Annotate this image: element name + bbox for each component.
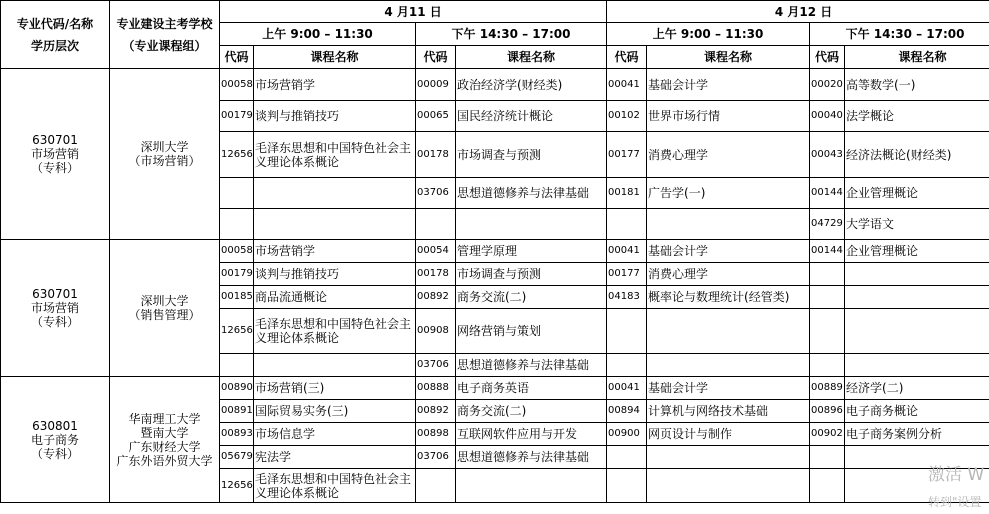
header-course: 课程名称 xyxy=(845,46,989,69)
course-name: 世界市场行情 xyxy=(647,101,810,132)
course-name: 市场营销学 xyxy=(254,240,416,263)
course-code xyxy=(607,469,647,503)
course-code: 00892 xyxy=(416,400,456,423)
course-code: 00896 xyxy=(810,400,845,423)
course-code: 00009 xyxy=(416,69,456,101)
course-code: 00041 xyxy=(607,240,647,263)
major-cell: 630701 市场营销 （专科） xyxy=(1,69,110,240)
course-name: 基础会计学 xyxy=(647,240,810,263)
course-code: 00177 xyxy=(607,132,647,178)
course-code: 03706 xyxy=(416,446,456,469)
course-name: 政治经济学(财经类) xyxy=(456,69,607,101)
course-name: 毛泽东思想和中国特色社会主义理论体系概论 xyxy=(254,132,416,178)
course-code: 00892 xyxy=(416,286,456,309)
course-code: 00144 xyxy=(810,178,845,209)
header-session-2: 下午 14:30 – 17:00 xyxy=(416,23,607,46)
course-code: 05679 xyxy=(220,446,254,469)
course-code xyxy=(607,209,647,240)
course-code: 00102 xyxy=(607,101,647,132)
course-name: 电子商务英语 xyxy=(456,377,607,400)
course-code: 00890 xyxy=(220,377,254,400)
school-cell: 深圳大学 （市场营销） xyxy=(110,69,220,240)
course-code: 00178 xyxy=(416,263,456,286)
course-code: 00889 xyxy=(810,377,845,400)
course-code xyxy=(416,469,456,503)
course-name: 电子商务概论 xyxy=(845,400,989,423)
course-name: 市场营销(三) xyxy=(254,377,416,400)
course-name: 谈判与推销技巧 xyxy=(254,101,416,132)
course-code: 00898 xyxy=(416,423,456,446)
course-code: 00020 xyxy=(810,69,845,101)
course-code xyxy=(810,309,845,354)
course-code: 12656 xyxy=(220,132,254,178)
course-code: 00178 xyxy=(416,132,456,178)
course-name: 市场信息学 xyxy=(254,423,416,446)
course-name: 国际贸易实务(三) xyxy=(254,400,416,423)
school-cell: 深圳大学 （销售管理） xyxy=(110,240,220,377)
course-name: 市场调查与预测 xyxy=(456,263,607,286)
header-code: 代码 xyxy=(220,46,254,69)
course-code: 00144 xyxy=(810,240,845,263)
course-name: 广告学(一) xyxy=(647,178,810,209)
course-name: 经济学(二) xyxy=(845,377,989,400)
major-cell: 630701 市场营销 （专科） xyxy=(1,240,110,377)
course-code: 03706 xyxy=(416,178,456,209)
course-name: 基础会计学 xyxy=(647,377,810,400)
course-name: 商务交流(二) xyxy=(456,400,607,423)
course-name: 毛泽东思想和中国特色社会主义理论体系概论 xyxy=(254,469,416,503)
course-name: 国民经济统计概论 xyxy=(456,101,607,132)
course-name xyxy=(845,309,989,354)
course-name: 管理学原理 xyxy=(456,240,607,263)
course-code: 00908 xyxy=(416,309,456,354)
course-code: 00181 xyxy=(607,178,647,209)
watermark-activate: 激活 W xyxy=(928,465,985,485)
course-name: 思想道德修养与法律基础 xyxy=(456,354,607,377)
course-code: 00065 xyxy=(416,101,456,132)
header-session-4: 下午 14:30 – 17:00 xyxy=(810,23,989,46)
course-code: 00043 xyxy=(810,132,845,178)
course-code: 00894 xyxy=(607,400,647,423)
course-name xyxy=(647,209,810,240)
course-code: 00893 xyxy=(220,423,254,446)
course-name: 消费心理学 xyxy=(647,263,810,286)
course-name: 概率论与数理统计(经管类) xyxy=(647,286,810,309)
course-name: 企业管理概论 xyxy=(845,240,989,263)
course-code: 03706 xyxy=(416,354,456,377)
course-name xyxy=(647,309,810,354)
course-code: 00058 xyxy=(220,240,254,263)
course-code: 00185 xyxy=(220,286,254,309)
course-code: 00041 xyxy=(607,377,647,400)
course-name: 网页设计与制作 xyxy=(647,423,810,446)
course-name xyxy=(845,263,989,286)
course-code xyxy=(810,286,845,309)
course-code: 00041 xyxy=(607,69,647,101)
course-code xyxy=(810,446,845,469)
table-row xyxy=(1,240,989,263)
course-name: 谈判与推销技巧 xyxy=(254,263,416,286)
course-code xyxy=(607,309,647,354)
course-name: 电子商务案例分析 xyxy=(845,423,989,446)
course-name: 毛泽东思想和中国特色社会主义理论体系概论 xyxy=(254,309,416,354)
course-name xyxy=(254,178,416,209)
course-name xyxy=(254,209,416,240)
course-name: 企业管理概论 xyxy=(845,178,989,209)
course-code xyxy=(220,354,254,377)
course-name xyxy=(647,469,810,503)
course-name: 计算机与网络技术基础 xyxy=(647,400,810,423)
major-cell: 630801 电子商务 （专科） xyxy=(1,377,110,503)
course-name xyxy=(845,469,989,503)
course-code: 12656 xyxy=(220,469,254,503)
course-name: 宪法学 xyxy=(254,446,416,469)
course-code xyxy=(810,354,845,377)
header-course: 课程名称 xyxy=(254,46,416,69)
course-code: 00179 xyxy=(220,101,254,132)
course-code: 00054 xyxy=(416,240,456,263)
course-name xyxy=(254,354,416,377)
course-name: 市场营销学 xyxy=(254,69,416,101)
course-name xyxy=(845,446,989,469)
course-code: 04183 xyxy=(607,286,647,309)
course-code: 00902 xyxy=(810,423,845,446)
course-code: 00040 xyxy=(810,101,845,132)
course-code: 00058 xyxy=(220,69,254,101)
course-name: 市场调查与预测 xyxy=(456,132,607,178)
header-code: 代码 xyxy=(810,46,845,69)
course-name: 网络营销与策划 xyxy=(456,309,607,354)
course-name: 互联网软件应用与开发 xyxy=(456,423,607,446)
course-code xyxy=(810,263,845,286)
header-course: 课程名称 xyxy=(456,46,607,69)
course-name: 经济法概论(财经类) xyxy=(845,132,989,178)
course-name xyxy=(456,209,607,240)
header-session-1: 上午 9:00 – 11:30 xyxy=(220,23,416,46)
course-code xyxy=(607,446,647,469)
course-name xyxy=(456,469,607,503)
table-row xyxy=(1,69,989,101)
header-major: 专业代码/名称 学历层次 xyxy=(1,1,110,69)
table-row xyxy=(1,377,989,400)
header-course: 课程名称 xyxy=(647,46,810,69)
course-name: 法学概论 xyxy=(845,101,989,132)
course-code: 00179 xyxy=(220,263,254,286)
course-code: 12656 xyxy=(220,309,254,354)
course-name: 思想道德修养与法律基础 xyxy=(456,178,607,209)
school-cell: 华南理工大学 暨南大学 广东财经大学 广东外语外贸大学 xyxy=(110,377,220,503)
course-code: 00891 xyxy=(220,400,254,423)
course-code xyxy=(607,354,647,377)
course-name: 商品流通概论 xyxy=(254,286,416,309)
course-code xyxy=(220,178,254,209)
course-code xyxy=(810,469,845,503)
header-code: 代码 xyxy=(416,46,456,69)
course-code: 00177 xyxy=(607,263,647,286)
course-name xyxy=(647,354,810,377)
course-name: 基础会计学 xyxy=(647,69,810,101)
course-name xyxy=(845,354,989,377)
course-name xyxy=(647,446,810,469)
watermark-settings: 转到"设置 xyxy=(928,495,982,509)
course-name: 思想道德修养与法律基础 xyxy=(456,446,607,469)
course-code: 00888 xyxy=(416,377,456,400)
header-day1: 4 月11 日 xyxy=(220,1,607,23)
header-session-3: 上午 9:00 – 11:30 xyxy=(607,23,810,46)
course-name: 商务交流(二) xyxy=(456,286,607,309)
course-name xyxy=(845,286,989,309)
course-code: 00900 xyxy=(607,423,647,446)
course-code: 04729 xyxy=(810,209,845,240)
course-code xyxy=(220,209,254,240)
header-day2: 4 月12 日 xyxy=(607,1,989,23)
course-code xyxy=(416,209,456,240)
course-name: 消费心理学 xyxy=(647,132,810,178)
course-name: 大学语文 xyxy=(845,209,989,240)
header-code: 代码 xyxy=(607,46,647,69)
header-school: 专业建设主考学校 （专业课程组） xyxy=(110,1,220,69)
course-name: 高等数学(一) xyxy=(845,69,989,101)
